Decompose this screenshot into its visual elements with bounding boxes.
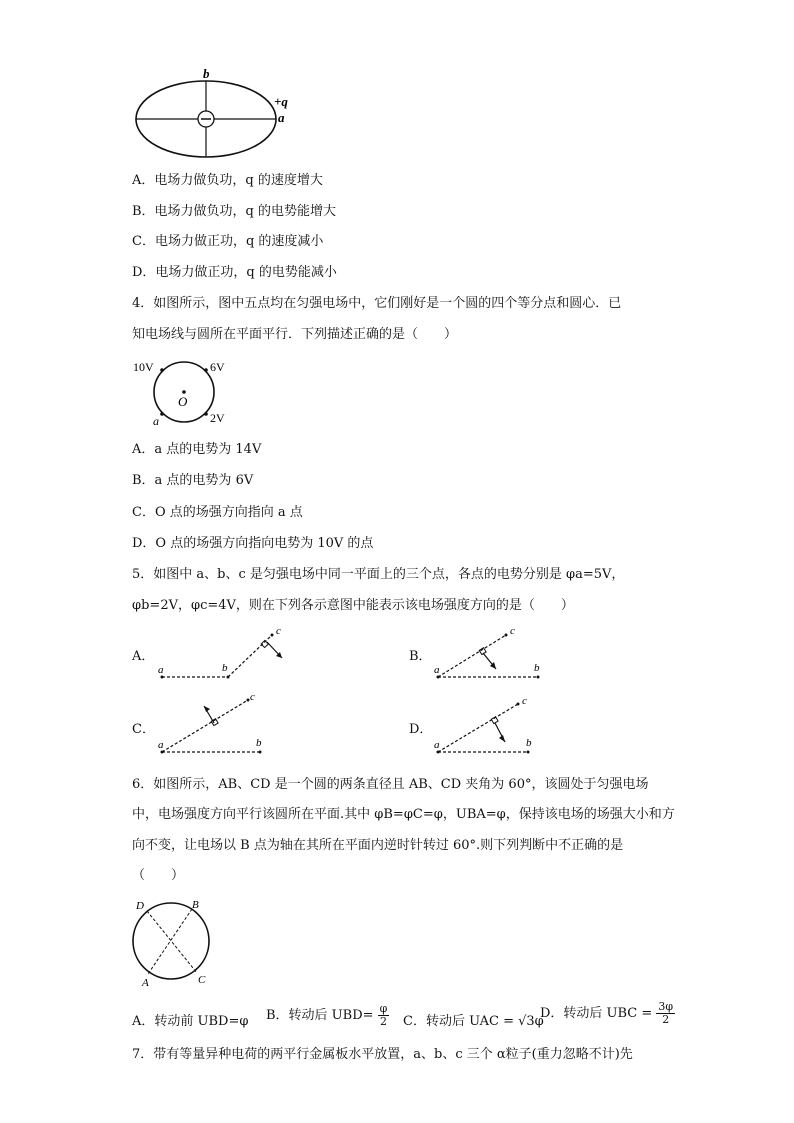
q6-stem-line2: 中，电场强度方向平行该圆所在平面.其中 φB=φC=φ，UBA=φ，保持该电场的场强大小和方	[132, 807, 675, 822]
svg-text:b: b	[526, 737, 532, 749]
q4-option-c: C．O 点的场强方向指向 a 点	[132, 505, 303, 520]
q5-opt-d-letter: D．	[409, 722, 433, 737]
ellipse-label-b: b	[203, 66, 210, 81]
q6-option-d: D．转动后 UBC = $\frac{3\varphi}{2}$	[540, 1000, 674, 1026]
q4-stem-line2: 知电场线与圆所在平面平行．下列描述正确的是（ ）	[132, 327, 458, 342]
q3-option-d: D．电场力做正功，q 的电势能减小	[132, 265, 337, 280]
q5-opt-b-letter: B．	[409, 649, 432, 664]
q5-stem-line1: 5．如图中 a、b、c 是匀强电场中同一平面上的三个点，各点的电势分别是 φa=5V，	[132, 567, 625, 582]
q5-option-c-figure	[150, 690, 290, 760]
label-2v: 2V	[210, 411, 225, 425]
q3-option-a: A．电场力做负功，q 的速度增大	[132, 173, 323, 188]
q5-opt-c-letter: C．	[132, 722, 155, 737]
q5-option-b-figure	[428, 625, 558, 685]
q6-option-c: C．转动后 UAC = √3φ	[403, 1014, 544, 1029]
q6-stem-line4: （ ）	[132, 868, 185, 883]
label-6v: 6V	[210, 360, 225, 374]
q5-option-d-figure	[428, 690, 558, 760]
q6-option-b: B．转动后 UBD= $\frac{\varphi}{2}$	[266, 1002, 388, 1028]
q3-option-c: C．电场力做正功，q 的速度减小	[132, 234, 324, 249]
svg-text:C: C	[198, 974, 206, 986]
svg-text:b: b	[534, 662, 540, 674]
ellipse-label-q: +q	[274, 94, 288, 109]
ellipse-figure	[128, 64, 308, 164]
q5-option-a-figure	[150, 625, 310, 685]
q3-option-b: B．电场力做负功，q 的电势能增大	[132, 204, 337, 219]
q6-circle-figure	[128, 895, 220, 990]
q6-stem-line1: 6．如图所示，AB、CD 是一个圆的两条直径且 AB、CD 夹角为 60°，该圆处于匀强电场	[132, 777, 649, 792]
q7-stem-line1: 7．带有等量异种电荷的两平行金属板水平放置，a、b、c 三个 α粒子(重力忽略不计)先	[132, 1047, 633, 1062]
q5-stem-line2: φb=2V，φc=4V，则在下列各示意图中能表示该电场强度方向的是（ ）	[132, 598, 574, 613]
q6-stem-line3: 向不变，让电场以 B 点为轴在其所在平面内逆时针转过 60°.则下列判断中不正确的是	[132, 838, 624, 853]
svg-text:c: c	[522, 695, 527, 707]
svg-text:c: c	[276, 625, 281, 637]
q5-opt-a-letter: A．	[132, 649, 155, 664]
svg-text:D: D	[136, 900, 144, 912]
svg-text:c: c	[510, 625, 515, 637]
label-o: O	[178, 394, 188, 409]
q4-stem-line1: 4．如图所示，图中五点均在匀强电场中，它们刚好是一个圆的四个等分点和圆心．已	[132, 296, 622, 311]
q4-option-b: B．a 点的电势为 6V	[132, 473, 254, 488]
svg-text:a: a	[158, 664, 164, 676]
svg-text:c: c	[250, 691, 255, 703]
q4-option-d: D．O 点的场强方向指向电势为 10V 的点	[132, 536, 374, 551]
svg-text:b: b	[222, 662, 228, 674]
q6-option-a: A．转动前 UBD=φ	[132, 1014, 249, 1029]
svg-text:a: a	[158, 739, 164, 751]
label-a: a	[153, 414, 159, 428]
circle-potential-figure	[128, 356, 248, 428]
q4-option-a: A．a 点的电势为 14V	[132, 442, 262, 457]
svg-text:b: b	[256, 737, 262, 749]
svg-text:B: B	[192, 899, 199, 911]
label-10v: 10V	[133, 360, 154, 374]
svg-text:a: a	[434, 739, 440, 751]
svg-text:A: A	[142, 977, 149, 989]
svg-text:a: a	[434, 664, 440, 676]
ellipse-label-a: a	[278, 110, 285, 125]
